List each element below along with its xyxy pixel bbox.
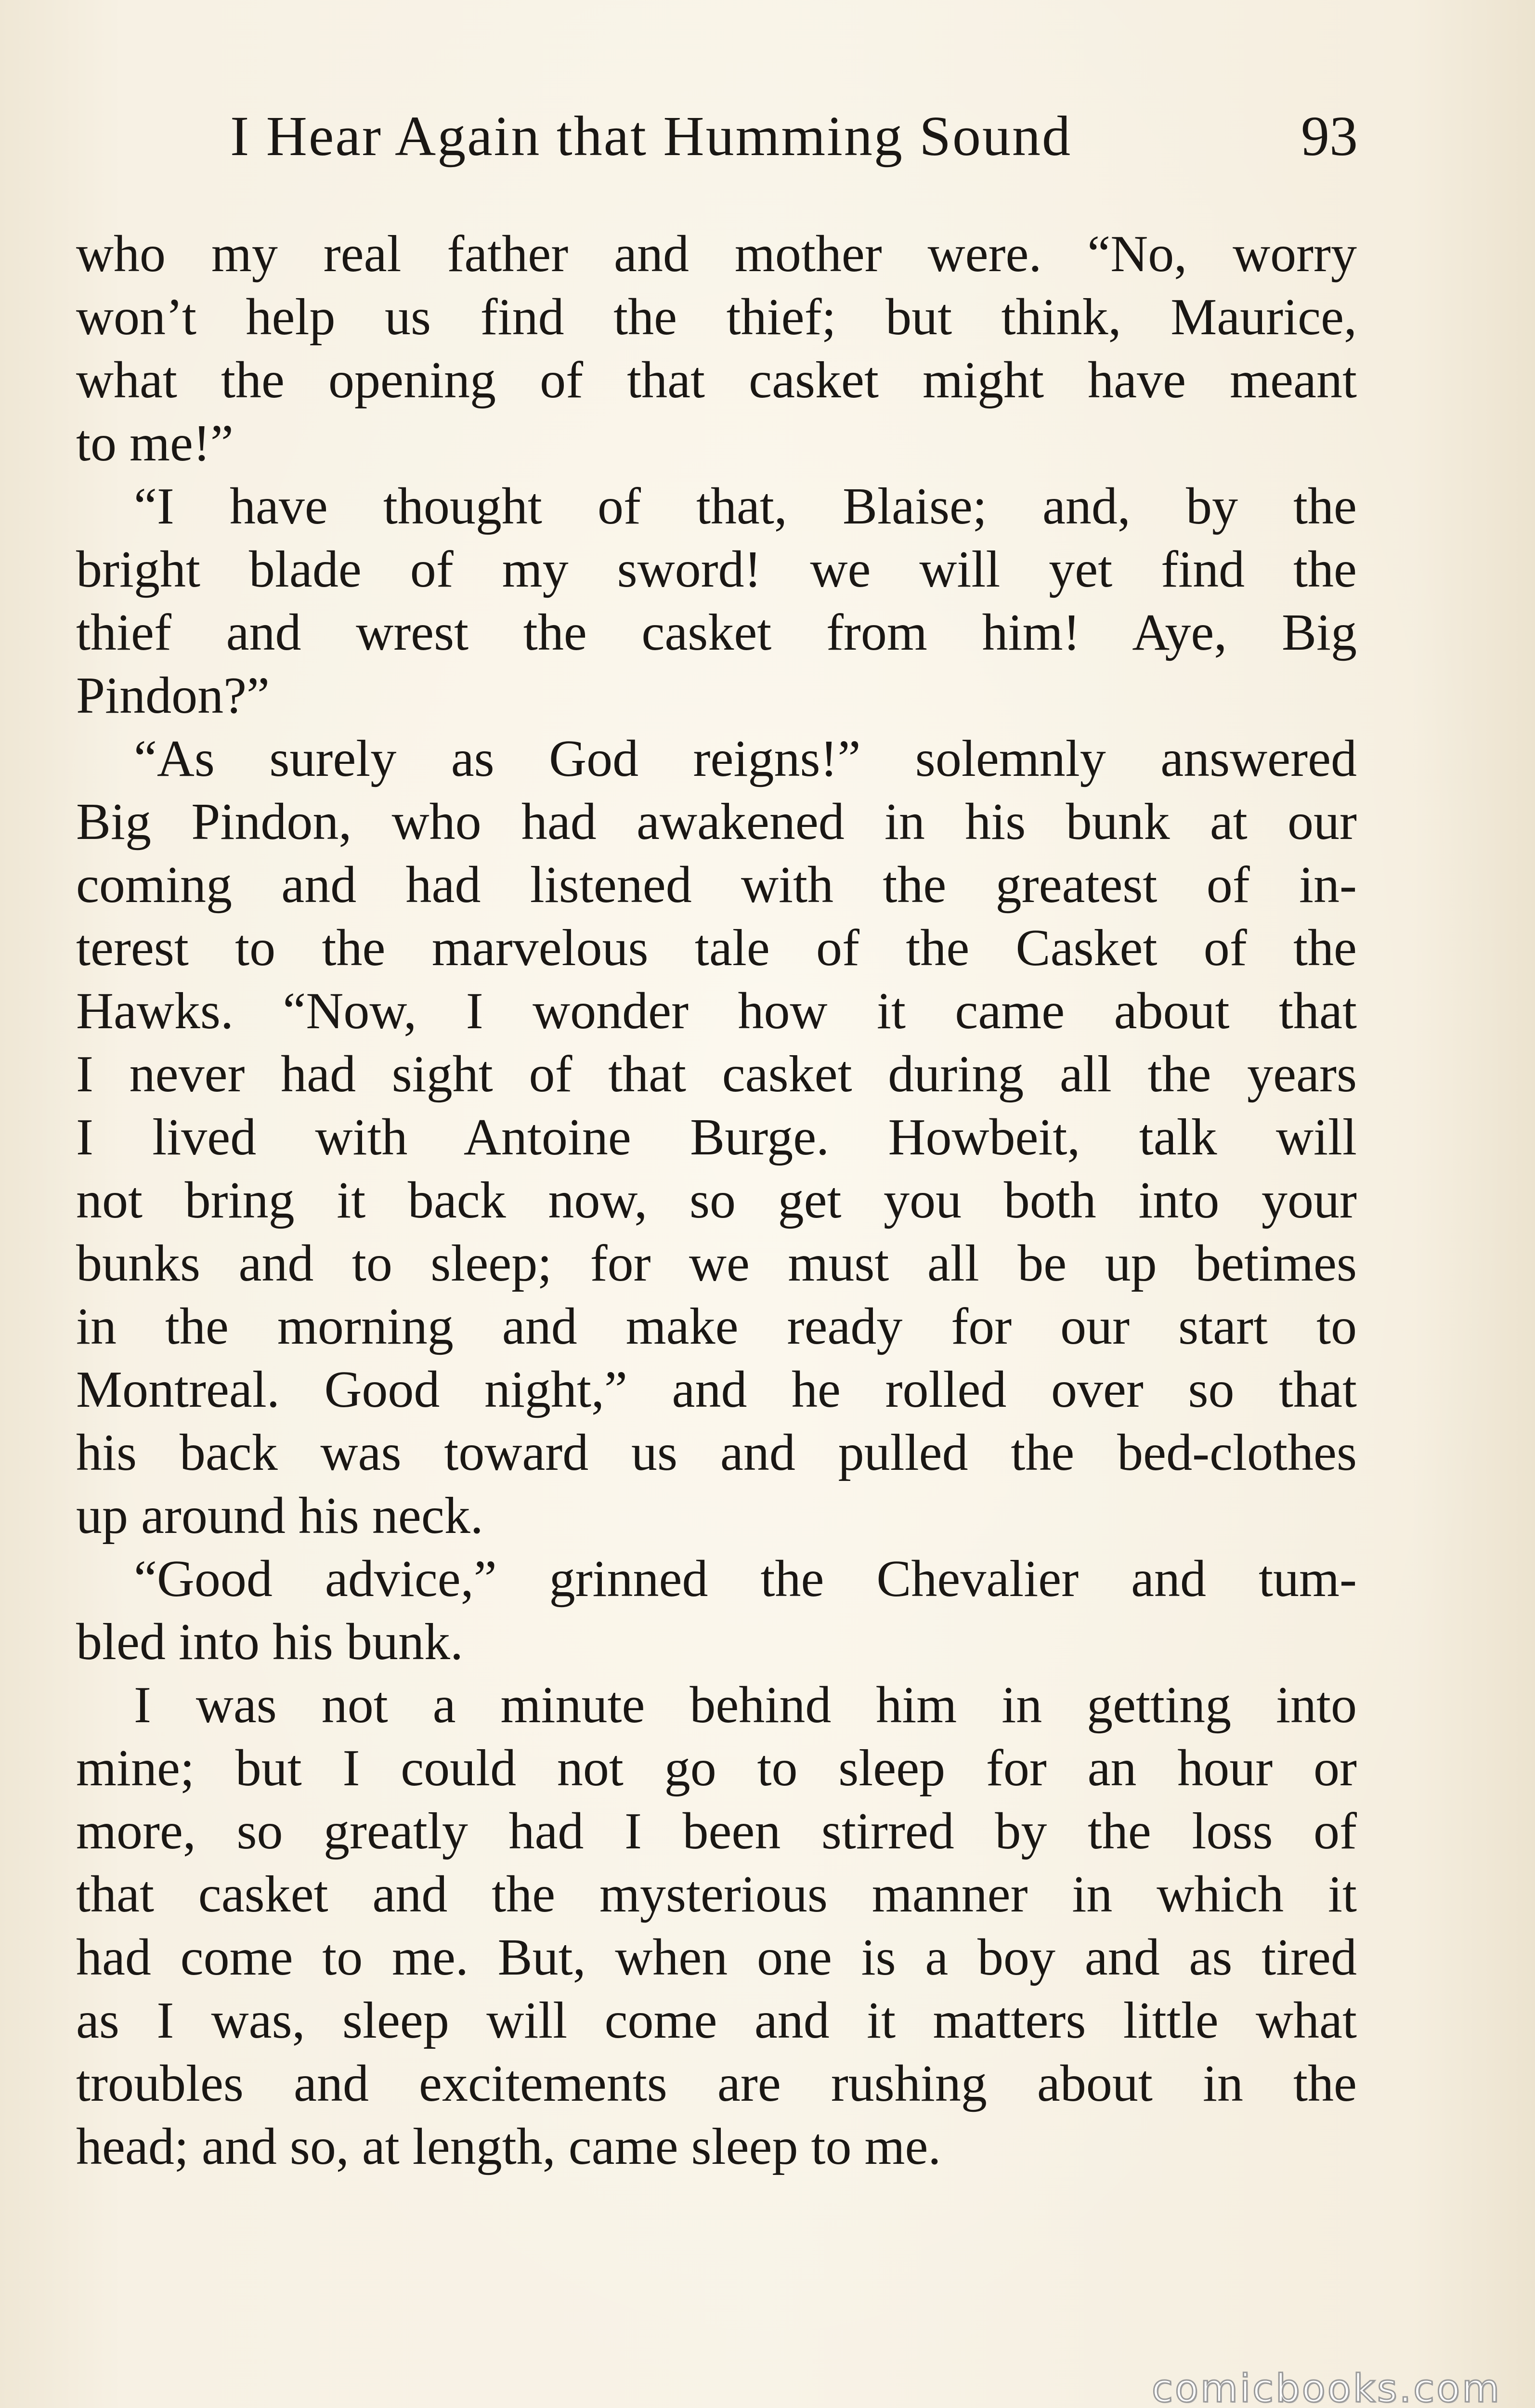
text-line: coming and had listened with the greatest of in- [76, 856, 1357, 914]
text-line: troubles and excitements are rushing about in the [76, 2055, 1357, 2112]
page-number: 93 [1301, 105, 1358, 168]
text-line: I lived with Antoine Burge. Howbeit, talk will [76, 1109, 1357, 1166]
text-line: I never had sight of that casket during all the years [76, 1046, 1357, 1103]
text-line: to me!” [76, 415, 234, 472]
running-head [77, 100, 1358, 172]
text-line: mine; but I could not go to sleep for an hour or [76, 1740, 1357, 1797]
text-line: terest to the marvelous tale of the Casket of the [76, 919, 1357, 977]
text-line: “As surely as God reigns!” solemnly answered [134, 730, 1357, 787]
text-line: what the opening of that casket might have meant [76, 352, 1357, 409]
text-line: had come to me. But, when one is a boy and as tired [76, 1929, 1357, 1986]
text-line: bunks and to sleep; for we must all be up betimes [76, 1235, 1357, 1292]
text-line: more, so greatly had I been stirred by the loss of [76, 1803, 1357, 1860]
text-line: head; and so, at length, came sleep to me. [76, 2118, 941, 2175]
text-line: who my real father and mother were. “No, worry [76, 225, 1357, 283]
text-line: Pindon?” [76, 667, 270, 724]
text-line: “Good advice,” grinned the Chevalier and tum- [134, 1550, 1357, 1608]
text-line: that casket and the mysterious manner in which it [76, 1866, 1357, 1923]
body-text [76, 222, 1357, 2178]
text-line: I was not a minute behind him in getting into [134, 1676, 1357, 1734]
text-line: not bring it back now, so get you both into your [76, 1172, 1357, 1229]
site-watermark: comicbooks.com [1151, 2366, 1501, 2408]
text-line: in the morning and make ready for our start to [76, 1298, 1357, 1355]
text-line: bright blade of my sword! we will yet find the [76, 541, 1357, 598]
text-line: Montreal. Good night,” and he rolled over so that [76, 1361, 1357, 1418]
text-line: Big Pindon, who had awakened in his bunk at our [76, 793, 1357, 851]
text-line: up around his neck. [76, 1487, 483, 1544]
text-line: won’t help us find the thief; but think, Maurice, [76, 288, 1357, 346]
text-line: Hawks. “Now, I wonder how it came about that [76, 982, 1357, 1040]
text-line: bled into his bunk. [76, 1613, 463, 1671]
text-line: his back was toward us and pulled the bed-clothes [76, 1424, 1357, 1481]
text-line: thief and wrest the casket from him! Aye, Big [76, 604, 1357, 661]
text-line: “I have thought of that, Blaise; and, by the [134, 478, 1357, 535]
text-line: as I was, sleep will come and it matters little what [76, 1992, 1357, 2049]
chapter-title: I Hear Again that Humming Sound [230, 105, 1072, 168]
